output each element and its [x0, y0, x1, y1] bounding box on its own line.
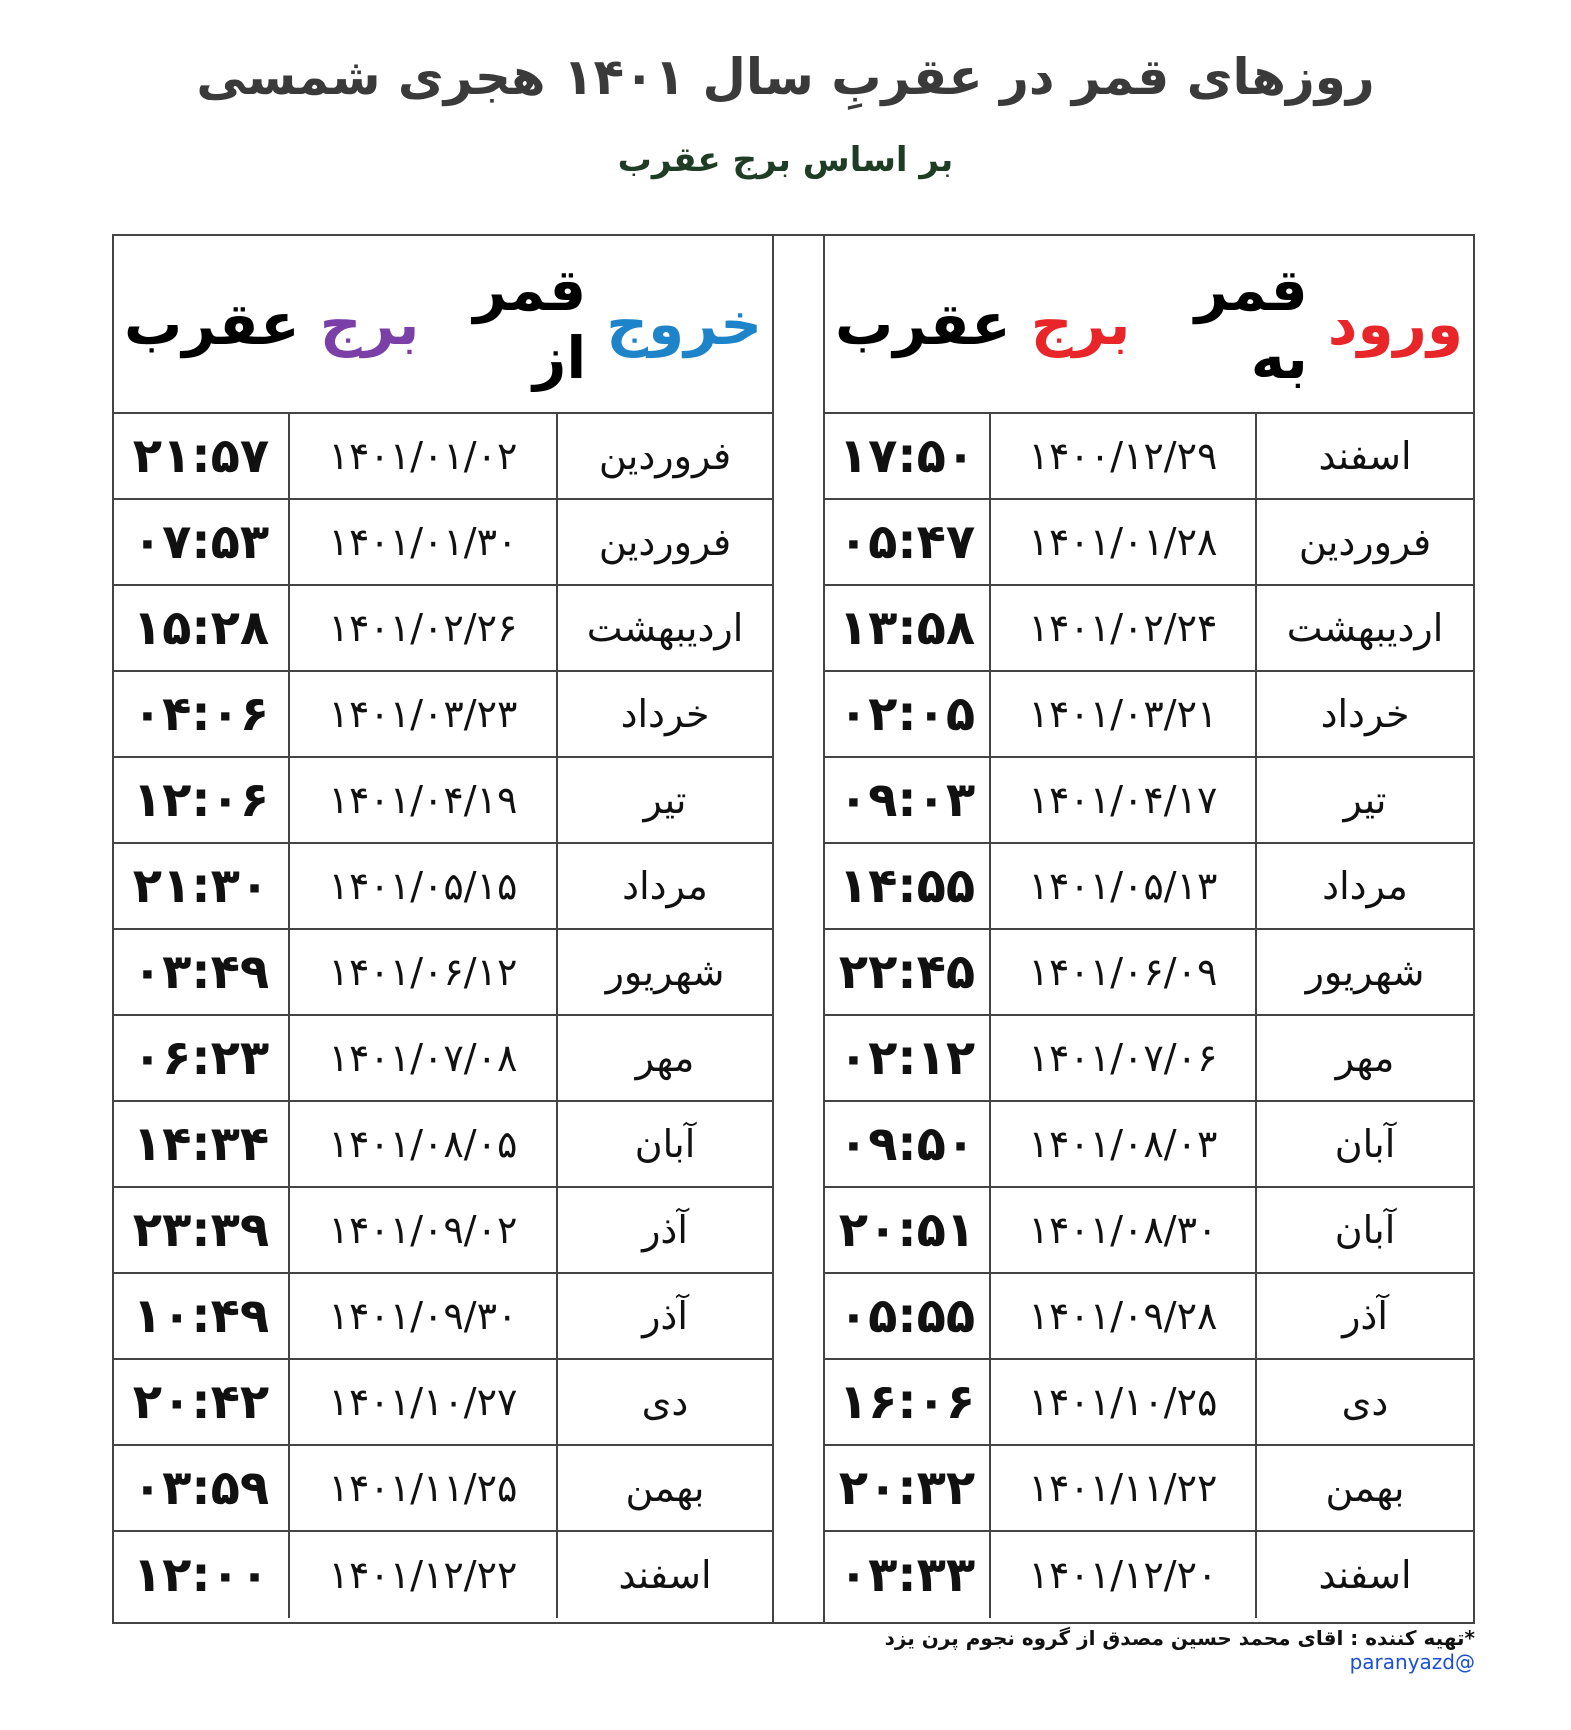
table-row: [114, 1532, 772, 1618]
time-cell: ۱۵:۲۸: [132, 600, 270, 656]
entry-header-word-scorpio: عقرب: [835, 290, 1011, 358]
table-row: [114, 844, 772, 930]
time-cell: ۰۶:۲۳: [132, 1030, 270, 1086]
date-cell: ۱۴۰۱/۰۵/۱۳: [989, 844, 1255, 928]
time-cell: ۲۳:۳۹: [132, 1202, 270, 1258]
table-row: [114, 1188, 772, 1274]
time-cell: ۱۴:۳۴: [132, 1116, 270, 1172]
time-cell: ۲۰:۴۲: [132, 1374, 270, 1430]
entry-header-word-burj: برج: [1030, 290, 1131, 358]
entry-table: [823, 234, 1475, 1624]
month-cell: فروردین: [1255, 500, 1473, 584]
date-cell: ۱۴۰۰/۱۲/۲۹: [989, 414, 1255, 498]
table-row: [114, 1446, 772, 1532]
table-row: [825, 1188, 1473, 1274]
asterisk-icon: *: [1464, 1626, 1475, 1650]
date-cell: ۱۴۰۱/۱۰/۲۷: [288, 1360, 556, 1444]
exit-header-word-burj: برج: [319, 290, 420, 358]
date-cell: ۱۴۰۱/۰۴/۱۹: [288, 758, 556, 842]
time-cell: ۰۴:۰۶: [132, 686, 270, 742]
date-cell: ۱۴۰۱/۰۸/۰۵: [288, 1102, 556, 1186]
date-cell: ۱۴۰۱/۰۱/۳۰: [288, 500, 556, 584]
table-row: [114, 414, 772, 500]
date-cell: ۱۴۰۱/۰۸/۳۰: [989, 1188, 1255, 1272]
date-cell: ۱۴۰۱/۰۸/۰۳: [989, 1102, 1255, 1186]
date-cell: ۱۴۰۱/۰۴/۱۷: [989, 758, 1255, 842]
entry-header-word-moon-to: قمر به: [1194, 256, 1308, 392]
table-row: [825, 672, 1473, 758]
month-cell: تیر: [556, 758, 772, 842]
month-cell: دی: [1255, 1360, 1473, 1444]
date-cell: ۱۴۰۱/۰۹/۳۰: [288, 1274, 556, 1358]
credit-footer: [760, 1626, 1475, 1674]
time-cell: ۰۳:۴۹: [132, 944, 270, 1000]
table-row: [825, 414, 1473, 500]
time-cell: ۰۹:۰۳: [838, 772, 976, 828]
month-cell: خرداد: [556, 672, 772, 756]
exit-header-word-exit: خروج: [606, 290, 762, 358]
time-cell: ۰۲:۰۵: [838, 686, 976, 742]
month-cell: آذر: [556, 1188, 772, 1272]
month-cell: اردیبهشت: [556, 586, 772, 670]
table-row: [825, 844, 1473, 930]
date-cell: ۱۴۰۱/۰۲/۲۶: [288, 586, 556, 670]
date-cell: ۱۴۰۱/۱۰/۲۵: [989, 1360, 1255, 1444]
table-row: [825, 1446, 1473, 1532]
month-cell: شهریور: [556, 930, 772, 1014]
exit-table-header: [114, 236, 772, 414]
time-cell: ۲۰:۵۱: [838, 1202, 976, 1258]
page-title: روزهای قمر در عقربِ سال ۱۴۰۱ هجری شمسی: [196, 48, 1375, 106]
exit-table: [112, 234, 774, 1624]
table-row: [114, 672, 772, 758]
month-cell: مرداد: [1255, 844, 1473, 928]
date-cell: ۱۴۰۱/۰۳/۲۳: [288, 672, 556, 756]
month-cell: آذر: [556, 1274, 772, 1358]
date-cell: ۱۴۰۱/۰۷/۰۶: [989, 1016, 1255, 1100]
month-cell: اسفند: [1255, 1532, 1473, 1618]
page-subtitle: بر اساس برج عقرب: [617, 140, 954, 180]
table-row: [825, 1016, 1473, 1102]
entry-table-header: [825, 236, 1473, 414]
exit-header-word-scorpio: عقرب: [124, 290, 300, 358]
credit-text: تهیه کننده : اقای محمد حسین مصدق از گروه نجوم پرن یزد: [884, 1626, 1465, 1650]
time-cell: ۱۴:۵۵: [838, 858, 976, 914]
month-cell: اردیبهشت: [1255, 586, 1473, 670]
time-cell: ۰۳:۵۹: [132, 1460, 270, 1516]
date-cell: ۱۴۰۱/۰۳/۲۱: [989, 672, 1255, 756]
month-cell: فروردین: [556, 500, 772, 584]
time-cell: ۲۰:۳۲: [838, 1460, 976, 1516]
month-cell: مرداد: [556, 844, 772, 928]
entry-header-word-entry: ورود: [1327, 290, 1463, 358]
table-row: [114, 1274, 772, 1360]
table-row: [825, 1102, 1473, 1188]
month-cell: دی: [556, 1360, 772, 1444]
time-cell: ۱۷:۵۰: [838, 428, 976, 484]
date-cell: ۱۴۰۱/۱۲/۲۲: [288, 1532, 556, 1618]
month-cell: بهمن: [556, 1446, 772, 1530]
date-cell: ۱۴۰۱/۰۹/۰۲: [288, 1188, 556, 1272]
time-cell: ۱۲:۰۰: [132, 1547, 270, 1603]
exit-header-word-moon-from: قمر از: [473, 256, 587, 392]
entry-rows: [825, 414, 1473, 1618]
time-cell: ۰۵:۵۵: [838, 1288, 976, 1344]
table-row: [114, 500, 772, 586]
time-cell: ۱۶:۰۶: [838, 1374, 976, 1430]
table-row: [825, 500, 1473, 586]
time-cell: ۰۷:۵۳: [132, 514, 270, 570]
table-row: [825, 1532, 1473, 1618]
time-cell: ۰۲:۱۲: [838, 1030, 976, 1086]
table-row: [825, 758, 1473, 844]
table-row: [114, 1016, 772, 1102]
month-cell: مهر: [556, 1016, 772, 1100]
date-cell: ۱۴۰۱/۰۹/۲۸: [989, 1274, 1255, 1358]
month-cell: اسفند: [556, 1532, 772, 1618]
month-cell: آذر: [1255, 1274, 1473, 1358]
month-cell: آبان: [1255, 1188, 1473, 1272]
date-cell: ۱۴۰۱/۰۱/۰۲: [288, 414, 556, 498]
date-cell: ۱۴۰۱/۰۱/۲۸: [989, 500, 1255, 584]
table-row: [114, 586, 772, 672]
exit-rows: [114, 414, 772, 1618]
month-cell: بهمن: [1255, 1446, 1473, 1530]
table-divider: [774, 234, 823, 1624]
month-cell: خرداد: [1255, 672, 1473, 756]
time-cell: ۲۱:۵۷: [132, 428, 270, 484]
month-cell: آبان: [1255, 1102, 1473, 1186]
time-cell: ۲۲:۴۵: [838, 944, 976, 1000]
date-cell: ۱۴۰۱/۱۱/۲۵: [288, 1446, 556, 1530]
time-cell: ۱۳:۵۸: [838, 600, 976, 656]
month-cell: اسفند: [1255, 414, 1473, 498]
table-row: [114, 930, 772, 1016]
date-cell: ۱۴۰۱/۰۶/۰۹: [989, 930, 1255, 1014]
time-cell: ۰۳:۳۳: [838, 1547, 976, 1603]
month-cell: شهریور: [1255, 930, 1473, 1014]
time-cell: ۰۵:۴۷: [838, 514, 976, 570]
time-cell: ۱۲:۰۶: [132, 772, 270, 828]
time-cell: ۱۰:۴۹: [132, 1288, 270, 1344]
table-row: [114, 758, 772, 844]
table-row: [825, 1274, 1473, 1360]
month-cell: آبان: [556, 1102, 772, 1186]
social-handle-link[interactable]: @paranyazd: [1349, 1650, 1475, 1674]
date-cell: ۱۴۰۱/۰۶/۱۲: [288, 930, 556, 1014]
date-cell: ۱۴۰۱/۱۲/۲۰: [989, 1532, 1255, 1618]
table-row: [825, 930, 1473, 1016]
table-row: [825, 586, 1473, 672]
date-cell: ۱۴۰۱/۰۵/۱۵: [288, 844, 556, 928]
time-cell: ۰۹:۵۰: [838, 1116, 976, 1172]
month-cell: مهر: [1255, 1016, 1473, 1100]
table-row: [114, 1102, 772, 1188]
table-row: [114, 1360, 772, 1446]
month-cell: فروردین: [556, 414, 772, 498]
date-cell: ۱۴۰۱/۰۷/۰۸: [288, 1016, 556, 1100]
date-cell: ۱۴۰۱/۱۱/۲۲: [989, 1446, 1255, 1530]
table-row: [825, 1360, 1473, 1446]
month-cell: تیر: [1255, 758, 1473, 842]
date-cell: ۱۴۰۱/۰۲/۲۴: [989, 586, 1255, 670]
time-cell: ۲۱:۳۰: [132, 858, 270, 914]
